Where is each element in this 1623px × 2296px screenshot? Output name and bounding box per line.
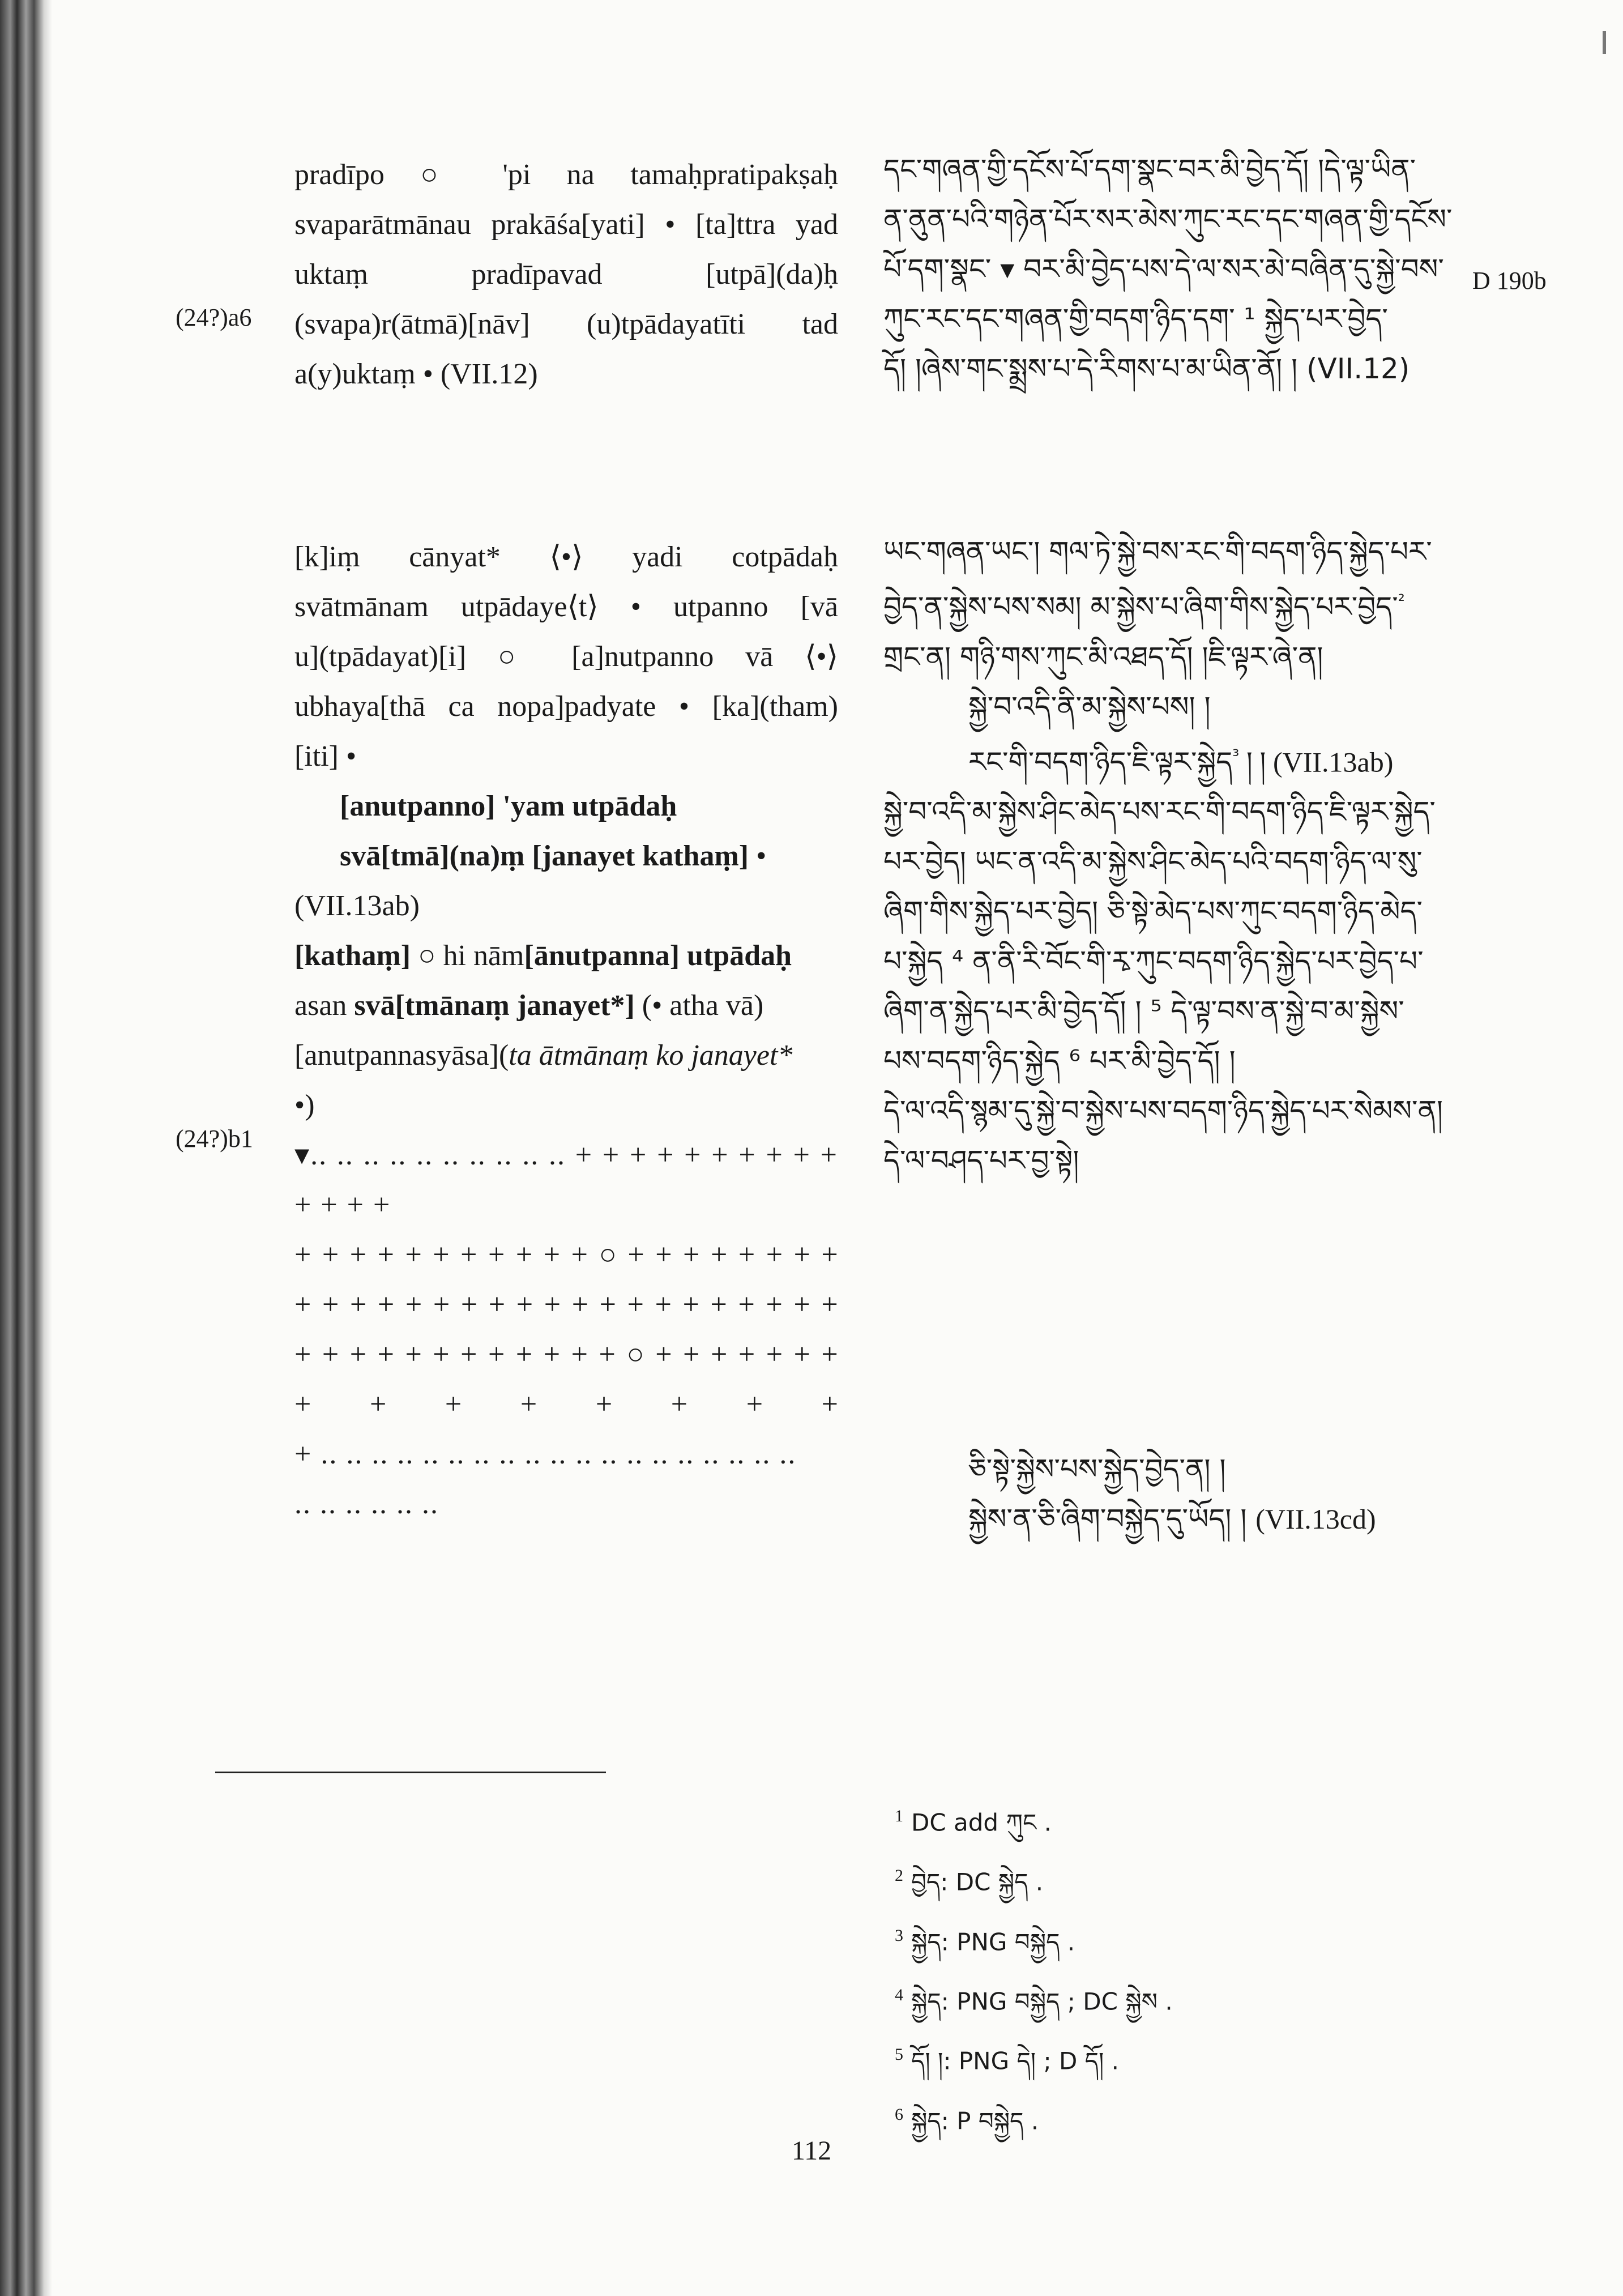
sanskrit-block-2 <box>294 532 838 1529</box>
footnote: $^4$ སྐྱེད: PNG བསྐྱེད ; DC སྐྱེས . <box>895 1985 1173 2016</box>
tibetan-verse-block <box>883 1444 1478 1544</box>
string-hole-circle: ○ <box>626 1338 644 1371</box>
commentary-line <box>294 981 838 1031</box>
sanskrit-line: a(y)uktaṃ • (VII.12) <box>294 358 538 390</box>
tibetan-line: བྱེད་ན་སྐྱེས་པས་སམ། མ་སྐྱེས་པ་ཞིག་གིས་སྐྱེད་པར་བྱེད་$^{^2}$ <box>883 590 1405 624</box>
tibetan-line: པོ་དག་སྣང་ ▾ བར་མི་བྱེད་པས་དེ་ལ་སར་མེ་བཞིན་དུ་སྐྱེ་བས་ <box>883 253 1444 285</box>
lacuna-line: .. .. .. .. .. .. <box>294 1488 439 1520</box>
verse-tail: • <box>749 840 767 872</box>
commentary-text: (• atha vā) <box>634 989 764 1022</box>
note-marker: ³ <box>1232 746 1240 766</box>
tibetan-line: དོ། །ཞེས་གང་སྨྲས་པ་དེ་རིགས་པ་མ་ཡིན་ནོ། ། (VII.12) <box>883 352 1410 385</box>
commentary-line: •) <box>294 1089 315 1121</box>
commentary-line <box>294 1031 838 1081</box>
sanskrit-line: ubhaya[thā ca nopa]padyate • [ka](tham) <box>294 690 838 723</box>
lemma: [ānutpanna] utpādaḥ <box>524 940 792 972</box>
lacuna-line: ▾.. .. .. .. .. .. .. .. .. .. + + + + + + + + + + + + + + <box>294 1139 838 1221</box>
sanskrit-line: pradīpo ○ 'pi na tamaḥpratipakṣaḥ <box>294 159 838 191</box>
footnote-rule <box>215 1772 606 1773</box>
tibetan-line: ན་ནུན་པའི་གཉེན་པོར་སར་མེས་ཀུང་རང་དང་གཞན་གྱི་དངོས་ <box>883 203 1453 236</box>
commentary-text: ○ hi nām <box>411 940 524 972</box>
commentary-line <box>294 931 838 981</box>
tibetan-verse: ཅི་སྟེ་སྐྱེས་པས་སྐྱེད་བྱེད་ན། ། <box>968 1453 1226 1486</box>
commentary-text: asan <box>294 989 355 1022</box>
margin-folio-label: (24?)b1 <box>176 1125 253 1153</box>
tibetan-line: པར་བྱེད། ཡང་ན་འདི་མ་སྐྱེས་ཤིང་མེད་པའི་བདག་ཉིད་ལ་སུ་ <box>883 845 1423 878</box>
page-number: 112 <box>791 2136 832 2166</box>
sanskrit-line: svaparātmānau prakāśa[yati] • [ta]ttra yad <box>294 208 838 241</box>
lacuna-line: + .. .. .. .. .. .. .. .. .. .. .. .. .. .. .. .. .. .. .. <box>294 1438 797 1470</box>
verse-text: [anutpanno] 'yam utpādaḥ <box>340 790 677 822</box>
string-hole-circle: ○ <box>599 1239 617 1271</box>
edge-mark <box>1603 31 1606 54</box>
tibetan-line: པས་བདག་ཉིད་སྐྱེད ⁶ པར་མི་བྱེད་དོ། ། <box>883 1044 1236 1078</box>
derge-folio-ref: D 190b <box>1472 267 1547 295</box>
verse-line-b <box>294 831 838 881</box>
tibetan-line: དང་གཞན་གྱི་དངོས་པོ་དག་སྣང་བར་མི་བྱེད་དོ། །དེ་ལྟ་ཡིན་ <box>883 153 1416 186</box>
sanskrit-line: [k]iṃ cānyat* ⟨•⟩ yadi cotpādaḥ <box>294 541 838 573</box>
lacuna-plus-row: + + + + + + + + + + + ○ + + + + + + + + <box>294 1230 838 1280</box>
tibetan-line: དེ་ལ་འདི་སྙམ་དུ་སྐྱེ་བ་སྐྱེས་པས་བདག་ཉིད་སྐྱེད་པར་སེམས་ན། <box>883 1094 1443 1128</box>
sanskrit-block-1 <box>294 150 838 399</box>
lacuna-plus-row: + + + + + + + + + + + + ○ + + + + + + + <box>294 1330 838 1380</box>
commentary-text: [anutpannasyāsa]( <box>294 1039 509 1072</box>
lacuna-plus-row: + + + + + + + + <box>294 1388 838 1420</box>
book-binding-shadow <box>0 0 52 2296</box>
tibetan-block-2 <box>883 527 1478 1185</box>
lacuna-plus-row: + + + + + + + + + + + + + + + + + + + + <box>294 1288 838 1321</box>
tibetan-line: ཡང་གཞན་ཡང་། གལ་ཏེ་སྐྱེ་བས་རང་གི་བདག་ཉིད་སྐྱེད་པར་ <box>883 535 1432 568</box>
lemma: [kathaṃ] <box>294 940 411 972</box>
verse-text: svā[tmā](na)ṃ [janayet kathaṃ] <box>340 840 749 872</box>
footnote: $^3$ སྐྱེད: PNG བསྐྱེད . <box>895 1926 1075 1956</box>
tibetan-line: པ་སྐྱེད ⁴ ན་ནི་རི་བོང་གི་རྭ་ཀུང་བདག་ཉིད་སྐྱེད་པར་བྱེད་པ་ <box>883 945 1424 978</box>
footnote: $^6$ སྐྱེད: P བསྐྱེད . <box>895 2105 1039 2135</box>
tibetan-block-1 <box>883 144 1478 394</box>
footnotes <box>895 1790 1173 2148</box>
tibetan-verse: རང་གི་བདག་ཉིད་ཇི་ལྟར་སྐྱེད$^{^3}$ ། ། (VII.13ab) <box>968 745 1394 779</box>
tibetan-line: ཞིག་གིས་སྐྱེད་པར་བྱེད། ཅི་སྟེ་མེད་པས་ཀུང་བདག་ཉིད་མེད་ <box>883 895 1423 928</box>
tibetan-line: དེ་ལ་བཤད་པར་བྱ་སྟེ། <box>883 1144 1079 1177</box>
sanskrit-line: (svapa)r(ātmā)[nāv] (u)tpādayatīti tad <box>294 308 838 340</box>
note-marker: ² <box>1398 591 1405 611</box>
lemma: svā[tmānaṃ janayet*] <box>354 989 635 1022</box>
margin-folio-label: (24?)a6 <box>176 304 252 331</box>
sanskrit-line: svātmānam utpādaye⟨t⟩ • utpanno [vā <box>294 591 838 623</box>
sanskrit-line: u](tpādayat)[i] ○ [a]nutpanno vā ⟨•⟩ <box>294 641 838 673</box>
tibetan-line: གྲང་ན། གཉི་གས་ཀུང་མི་འཐད་དོ། །ཇི་ལྟར་ཞེ་ན། <box>883 640 1323 673</box>
tibetan-line: སྐྱེ་བ་འདི་མ་སྐྱེས་ཤིང་མེད་པས་རང་གི་བདག་ཉིད་ཇི་ལྟར་སྐྱེད་ <box>883 795 1436 829</box>
verse-ref: (VII.13ab) <box>294 890 420 922</box>
footnote: $^2$ བྱེད: DC སྐྱེད . <box>895 1866 1044 1896</box>
verse-line-a <box>294 782 838 831</box>
tibetan-line: ཞིག་ན་སྐྱེད་པར་མི་བྱེད་དོ། ། ⁵ དེ་ལྟ་བས་ན་སྐྱེ་བ་མ་སྐྱེས་ <box>883 995 1404 1028</box>
reconstruction-text: ta ātmānaṃ ko janayet* <box>509 1039 793 1072</box>
tibetan-line: ཀུང་རང་དང་གཞན་གྱི་བདག་ཉིད་དག་ ¹ སྐྱེད་པར་བྱེད་ <box>883 302 1388 335</box>
sanskrit-line: uktaṃ pradīpavad [utpā](da)ḥ <box>294 258 838 291</box>
footnote: $^5$ དོ། །: PNG དེ། ; D དོ། . <box>895 2045 1119 2075</box>
footnote: $^1$ DC add ཀུང . <box>895 1807 1052 1837</box>
tibetan-verse: སྐྱེ་བ་འདི་ནི་མ་སྐྱེས་པས། ། <box>968 690 1211 723</box>
tibetan-verse: སྐྱེས་ན་ཅི་ཞིག་བསྐྱེད་དུ་ཡོད། ། (VII.13cd) <box>968 1503 1376 1535</box>
sanskrit-line: [iti] • <box>294 740 357 773</box>
